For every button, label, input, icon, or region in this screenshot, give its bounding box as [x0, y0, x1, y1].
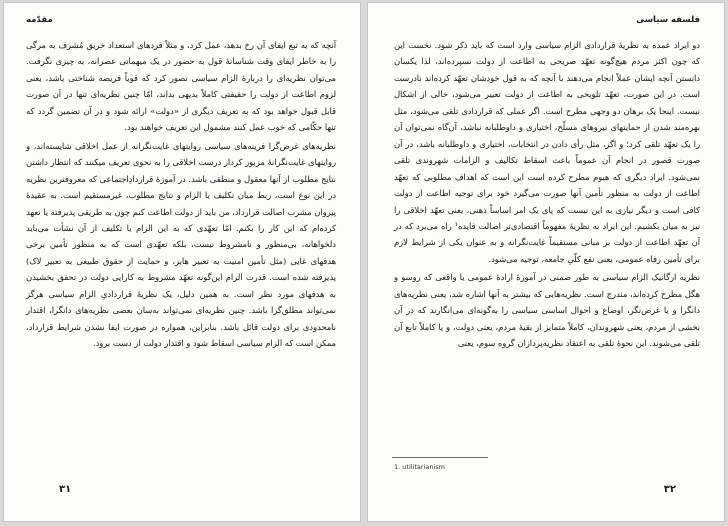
running-header-right: فلسفه سیاسی	[636, 15, 700, 25]
footnote-number: 1.	[394, 463, 401, 471]
left-paragraph-2: نظریه‌های غرض‌گرا فرینه‌های سیاسی روایتهای غایت‌نگرانه از عمل اخلاقی شایسته‌اند، و روایتهای غایت‌نگرانهٔ مزبور کردار درست اخلاقی را به نحوی تعریف میکنند که انتظار داشتن نتایج مطلوب از آنها معقول و منطقی باشد. در آموزهٔ قراردادِاجتماعی که معروفترین نظریه در این نوع است، ربط میان تکلیف یا الزام و نتایج مطلوب، غیرمستقیم است. به عقیدهٔ پیروان مشرب اصالت قرارداد، من باید از دولت اطاعت کنم چون به طریقی پذیرفته یا تعهد کرده‌ام که این کار را بکنم. امّا تعهّدی که به این الزام یا تکلیف از آن نشأت می‌باید دلخواهانه، بی‌منظور و نامشروط نیست، بلکه تعهّدی است که به منظور تأمین برخی هدفهای غایی (مثل تأمین امنیت به تعبیر هابز، و حمایت از حقوق طبیعی به تعبیر لاک) پذیرفته شده است. قدرت الزام این‌گونه تعهّد مشروط به کارایی دولت در تحقق بخشیدن به هدفهای مورد نظر است. به همین دلیل، یک نظریهٔ قراردادیِ الزام سیاسی هرگز نمی‌تواند مطلق‌گرا باشد. چنین نظریه‌ای نمی‌تواند به‌سان بعضی نظریه‌های دانگرا، اقتدار نامحدودی برای دولت قائل باشد. بنابراین، همواره در صورت ایفا نشدن شرایط قرارداد، ممکن است که الزام سیاسی اسقاط شود و اقتدار دولت از دست برود.	[26, 140, 336, 349]
left-paragraph-1: آنچه که به تبع ایفای آن رخ بدهد، عمل کرد، و مثلاً فردهای استعداد خریق مُشرف به مرگی را به خاطر ایفای وقت شناسانهٔ قول به حضور در یک میهمانی عصرانه، به چیزی نگرفت. می‌توان نظریه‌ای را دربارهٔ الزام سیاسی تصور کرد که قویاً فریضه شناختی باشد، یعنی لزوم اطاعت از دولت را حقیقتی کاملاً بدیهی بداند، امّا چنین نظریه‌ای تنها در آن صورت قابل قبول خواهد بود که به تعریف دیگری از «دولت» ارائه شود و در آن تضمین گردد که تنها حکّامی که خوب عمل کنند مشمول این تعریف خواهند بود.	[26, 40, 336, 133]
left-page	[3, 2, 361, 522]
right-paragraph-2: نظریه ارگانیک الزام سیاسی به طور ضمنی در آموزهٔ ارادهٔ عمومی یا واقعی که روسو و هگل مطرح کرده‌اند، مندرج است. نظریه‌هایی که بیشتر به آنها اشاره شد، یعنی نظریه‌های دانگرا و یا غرض‌نگر، اوضاع و احوال اساسی سیاسی را به‌گونه‌ای می‌انگارند که در آن بخشی از مردم، یعنی شهروندان، کاملاً متمایز از بقیهٔ مردم، یعنی دولت، و یا کاملاً تابع آن تلقی می‌شوند. این نحوهٔ تلقی به اعتقاد نظریه‌پردازان گروه سوم، یعنی	[394, 272, 700, 349]
footnote-text: utilitarianism	[402, 463, 446, 471]
right-page-body	[394, 37, 700, 352]
footnote-divider	[392, 457, 488, 458]
footnote	[394, 463, 445, 471]
left-page-body	[26, 37, 336, 352]
page-number-left: ۳۱	[59, 484, 72, 495]
page-number-right: ۳۲	[663, 484, 676, 495]
right-page	[367, 2, 725, 522]
right-paragraph-1: دو ایراد عمده به نظریهٔ قراردادی الزام سیاسی وارد است که باید ذکر شود. نخست این که چون اکثر مردم هیچ‌گونه تعهّد صریحی به اطاعت از دولت نسپرده‌اند، لذا یکسان دانستن آنچه ایشان عملاً انجام می‌دهند با آنچه که به قول خودشان تعهّد کرده‌اند نادرست است. در این صورت، تعهّد تلویحی به اطاعت از دولت تعبیر می‌شود، خالی از اشکال نیست. اینجا یک برهان دو وجهی مطرح است. اگر عملی که قراردادی تلقی می‌شود، مثل بهره‌مند شدن از حمایتهای نیروهای مسلّح، اختیاری و داوطلبانه نباشد، آن‌گاه نمی‌توان آن را یک تعهّد تلقی کرد؛ و اگر، مثل رأی دادن در انتخابات، اختیاری و داوطلبانه باشد، در آن صورت قصور در انجام آن عموماً باعث اسقاط تکالیف و الزامات شهروندی تلقی نمی‌شود. ایراد دیگری که هیوم مطرح کرده است این است که اهداف مطلوبی که تعهّد اطاعت از دولت به منظور تأمین آنها صورت می‌گیرد خود برای توجیه اطاعت از دولت کافی است و دیگر نیازی به این نیست که پای یک امر اساساً ذهنی، یعنی تعهّد اخلاقی را نیز به میان بکشیم. این ایراد به نظریهٔ مفهوماً اقتصادی‌تر اصالت فایده¹ راه می‌برد که در آن تعهّد اطاعت از دولت بر مبانی مستقیماً غایت‌نگرانه و به عنوان یکی از شرایط لازم برای تأمین رفاه عمومی، یعنی نفع کلّیِ جامعه، توجیه می‌شود.	[394, 40, 701, 264]
running-header-left: مقدّمه	[26, 15, 53, 25]
